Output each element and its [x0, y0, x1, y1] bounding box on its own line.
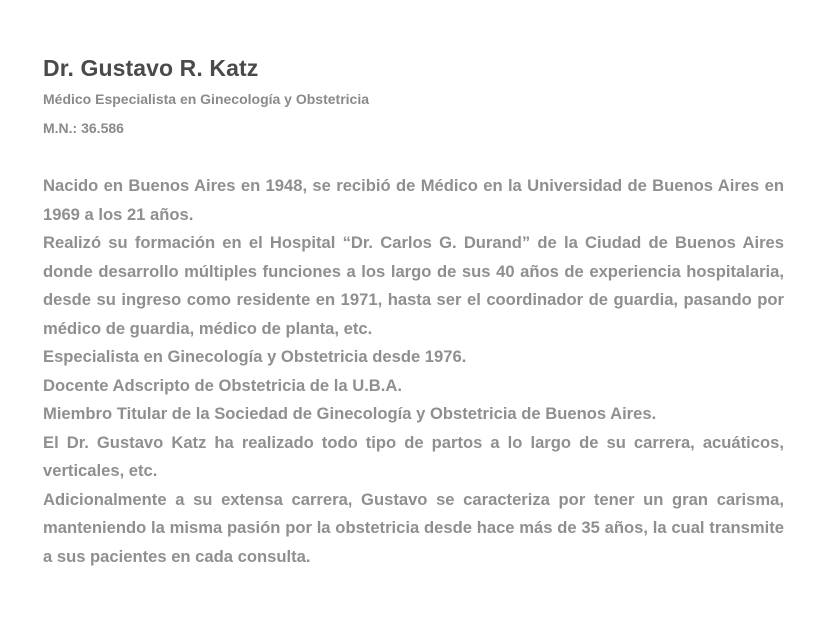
- doctor-license-number: M.N.: 36.586: [43, 120, 124, 136]
- bio-paragraph-charisma: Adicionalmente a su extensa carrera, Gustavo se caracteriza por tener un gran carisma, manteniendo la misma pasión por la obstetricia desde hace más de 35 años, la cual transmite a sus pacientes en cada consulta.: [43, 489, 784, 566]
- bio-paragraph-birth: Nacido en Buenos Aires en 1948, se recibió de Médico en la Universidad de Buenos Aires en 1969 a los 21 años.: [43, 176, 784, 224]
- bio-paragraph-teaching: Docente Adscripto de Obstetricia de la U.B.A.: [43, 375, 402, 395]
- bio-paragraph-specialty: Especialista en Ginecología y Obstetricia desde 1976.: [43, 347, 467, 366]
- doctor-name: Dr. Gustavo R. Katz: [43, 55, 259, 81]
- biography: [43, 172, 784, 571]
- bio-paragraph-training: Realizó su formación en el Hospital “Dr. Carlos G. Durand” de la Ciudad de Buenos Aires donde desarrollo múltiples funciones a los largo de sus 40 años de experiencia hospitalaria, desde su ingreso como residente en 1971, hasta ser el coordinador de guardia, pasando por médico de guardia, médico de planta, etc.: [43, 233, 784, 338]
- bio-paragraph-membership: Miembro Titular de la Sociedad de Ginecología y Obstetricia de Buenos Aires.: [43, 404, 657, 423]
- bio-paragraph-deliveries: El Dr. Gustavo Katz ha realizado todo tipo de partos a lo largo de su carrera, acuáticos, verticales, etc.: [43, 432, 784, 480]
- doctor-specialty: Médico Especialista en Ginecología y Obstetricia: [43, 91, 369, 107]
